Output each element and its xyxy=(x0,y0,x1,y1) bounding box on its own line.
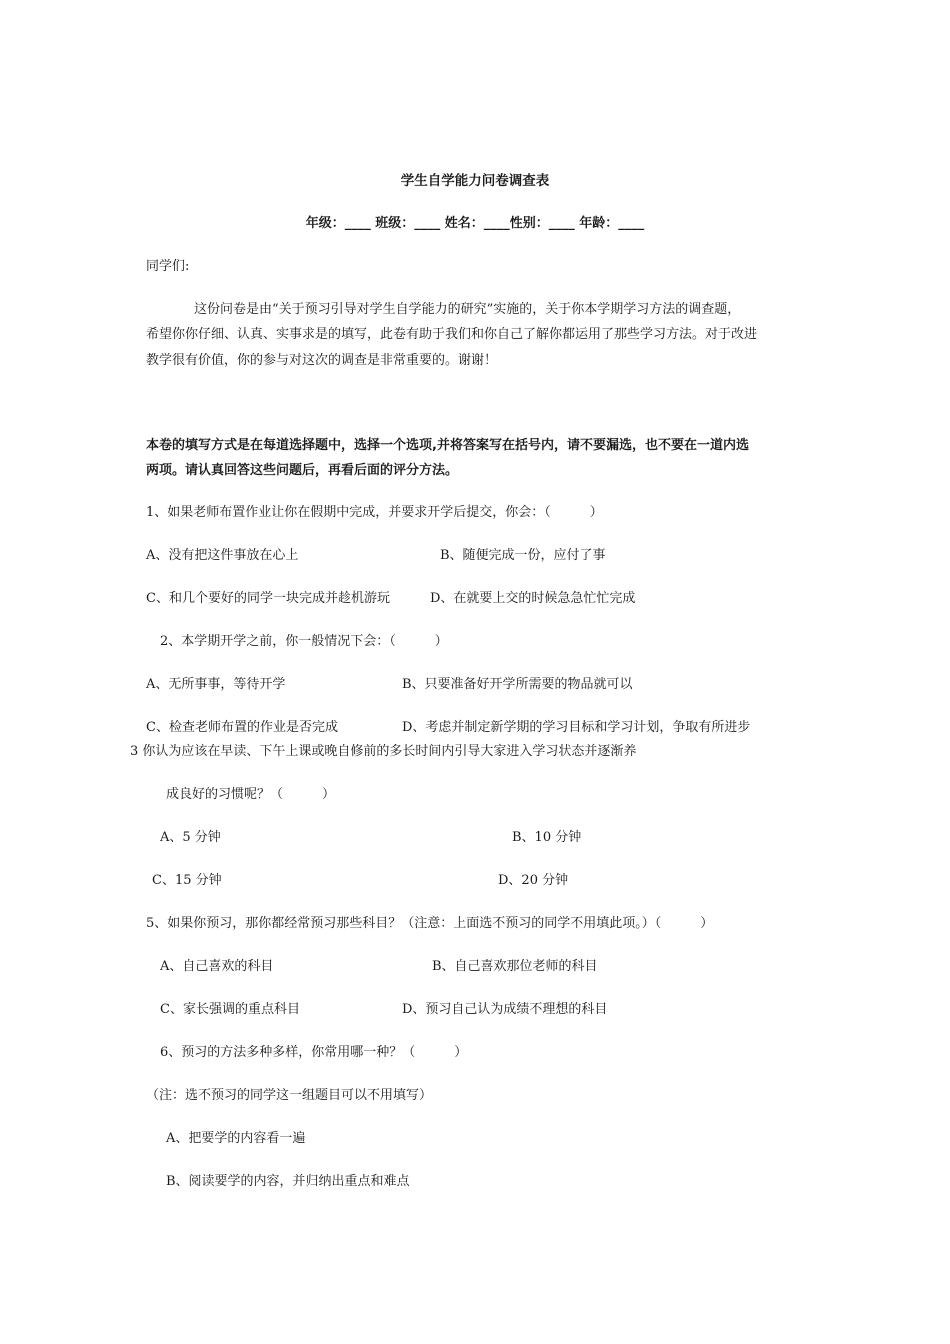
page-title: 学生自学能力问卷调查表 xyxy=(400,173,550,189)
intro-line-1: 这份问卷是由“关于预习引导对学生自学能力的研究”实施的，关于你本学期学习方法的调查题， xyxy=(194,302,741,317)
intro-line-3: 教学很有价值，你的参与对这次的调查是非常重要的。谢谢！ xyxy=(146,353,498,368)
q6-text: 6、预习的方法多种多样，你常用哪一种？（ ） xyxy=(160,1045,468,1060)
q3-option-d: D、20 分钟 xyxy=(498,873,569,888)
q1-option-a: A、没有把这件事放在心上 xyxy=(146,548,299,563)
q5-text: 5、如果你预习，那你都经常预习那些科目？（注意：上面选不预习的同学不用填此项。）（ ） xyxy=(146,916,714,931)
q6-option-b: B、阅读要学的内容，并归纳出重点和难点 xyxy=(166,1174,410,1189)
info-line: 年级：____ 班级：____ 姓名：____性别：____ 年龄：____ xyxy=(305,216,645,231)
q6-option-a: A、把要学的内容看一遍 xyxy=(166,1131,306,1146)
q2-option-b: B、只要准备好开学所需要的物品就可以 xyxy=(402,677,633,692)
q5-option-d: D、预习自己认为成绩不理想的科目 xyxy=(402,1002,608,1017)
q3-option-b: B、10 分钟 xyxy=(512,830,582,845)
q5-option-c: C、家长强调的重点科目 xyxy=(160,1002,300,1017)
instructions-line-2: 两项。请认真回答这些问题后，再看后面的评分方法。 xyxy=(146,463,459,478)
q5-option-a: A、自己喜欢的科目 xyxy=(160,959,274,974)
instructions-line-1: 本卷的填写方式是在每道选择题中，选择一个选项,并将答案写在括号内，请不要漏选，也不要在一道内选 xyxy=(146,438,749,453)
q1-text: 1、如果老师布置作业让你在假期中完成，并要求开学后提交，你会：（ ） xyxy=(146,505,603,520)
q1-option-d: D、在就要上交的时候急急忙忙完成 xyxy=(430,591,636,606)
q6-note: （注：选不预习的同学这一组题目可以不用填写） xyxy=(146,1088,433,1103)
q3-option-a: A、5 分钟 xyxy=(160,830,221,845)
q1-option-c: C、和几个要好的同学一块完成并趁机游玩 xyxy=(146,591,390,606)
q2-option-a: A、无所事事，等待开学 xyxy=(146,677,286,692)
q3-text-line-2: 成良好的习惯呢？（ ） xyxy=(166,787,336,802)
q1-option-b: B、随便完成一份，应付了事 xyxy=(440,548,606,563)
q2-option-c: C、检查老师布置的作业是否完成 xyxy=(146,720,338,735)
q5-option-b: B、自己喜欢那位老师的科目 xyxy=(432,959,598,974)
q2-text: 2、本学期开学之前，你一般情况下会：（ ） xyxy=(160,634,448,649)
q3-text-line-1: 3 你认为应该在早读、下午上课或晚自修前的多长时间内引导大家进入学习状态并逐渐养 xyxy=(130,744,637,759)
intro-line-2: 希望你你仔细、认真、实事求是的填写，此卷有助于我们和你自己了解你都运用了那些学习方法。对于改进 xyxy=(146,327,758,342)
q3-option-c: C、15 分钟 xyxy=(152,873,222,888)
q2-option-d: D、考虑并制定新学期的学习目标和学习计划，争取有所进步 xyxy=(402,720,751,735)
greeting: 同学们: xyxy=(146,259,190,274)
